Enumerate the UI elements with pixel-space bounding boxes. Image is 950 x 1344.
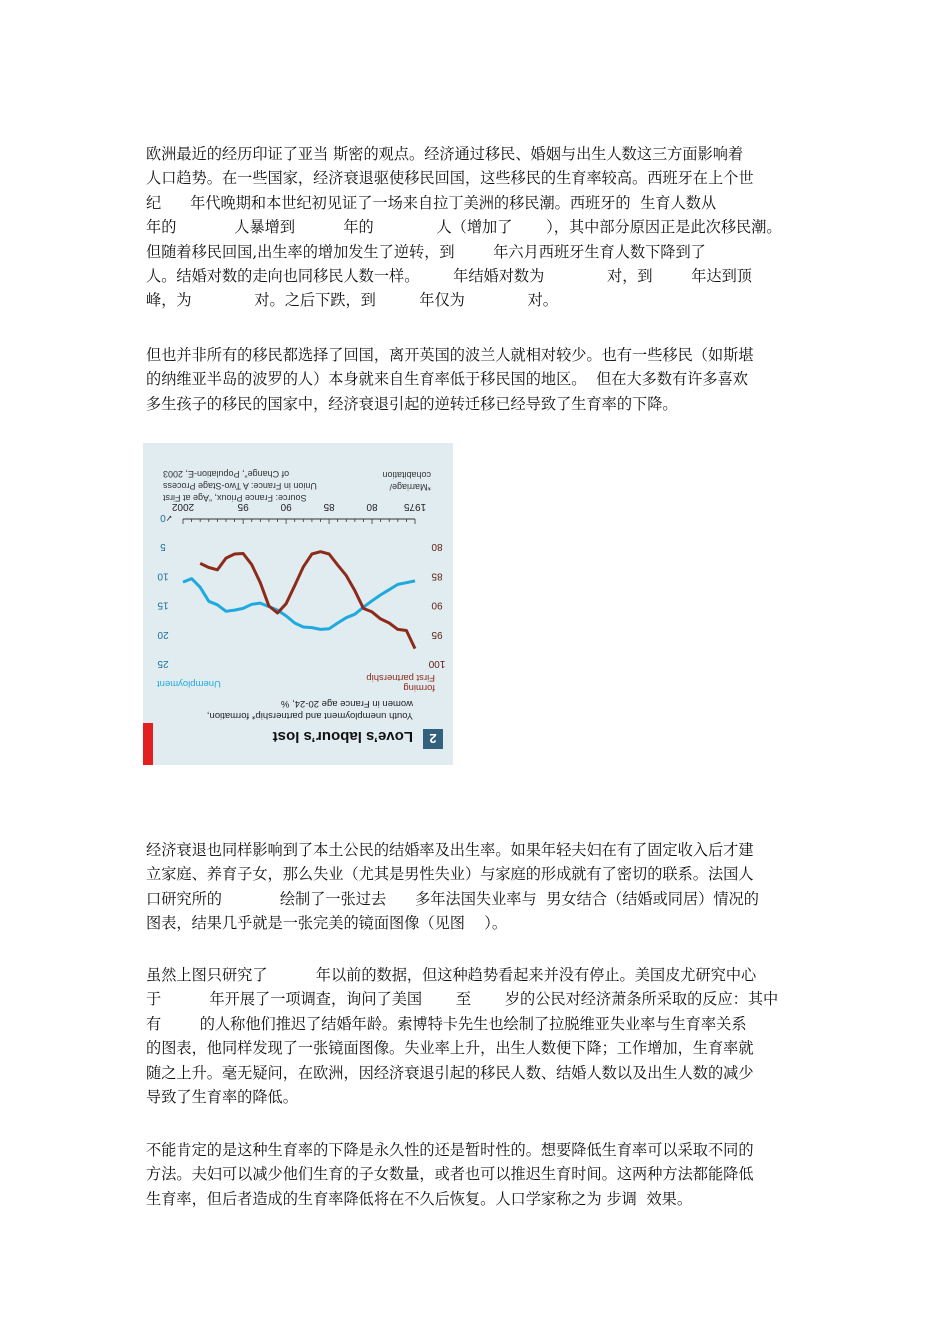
left-axis-tick: 15 (157, 599, 169, 611)
text-line: 峰，为 对。之后下跌，到 年仅为 对。 (146, 291, 558, 310)
series-line-unemployment (183, 579, 415, 630)
left-axis-tick: 25 (157, 658, 169, 669)
figure-number: 2 (429, 731, 437, 746)
chart-title: Love’s labour’s lost (272, 728, 413, 745)
chart-subtitle-2: women in France age 20-24, % (280, 698, 413, 709)
x-tick-label: 80 (366, 501, 378, 512)
text-line: 多生孩子的移民的国家中，经济衰退引起的逆转迁移已经导致了生育率的下降。 (146, 394, 678, 413)
left-axis-tick: 0 (160, 512, 166, 523)
text-line: 方法。夫妇可以减少他们生育的子女数量，或者也可以推迟生育时间。这两种方法都能降低 (146, 1165, 754, 1184)
left-axis-tick: 10 (157, 570, 169, 582)
footnote-line1: *Marriage/ (389, 482, 431, 492)
text-line: 的纳维亚半岛的波罗的人）本身就来自生育率低于移民国的地区。 但在大多数有许多喜欢 (146, 370, 748, 389)
right-axis-tick: 85 (431, 570, 443, 582)
legend-partnership-line1: First partnership (366, 672, 435, 683)
source-line2: Union in France: A Two-Stage Process (163, 481, 317, 491)
plot-area (157, 501, 445, 669)
text-line: 人。结婚对数的走向也同移民人数一样。 年结婚对数为 对，到 年达到顶 (146, 267, 752, 286)
x-tick-label: 90 (280, 501, 292, 512)
chart-figure (143, 443, 453, 765)
x-tick-label: 95 (237, 501, 249, 512)
right-axis-tick: 80 (431, 541, 443, 553)
left-axis-tick: 5 (160, 541, 166, 553)
paragraph-5 (146, 1138, 808, 1211)
legend-unemployment: Unemployment (157, 678, 221, 689)
paragraph-4 (146, 963, 808, 1109)
right-axis-tick: 100 (428, 658, 446, 669)
paragraph-2 (146, 343, 808, 416)
chart-svg (143, 443, 453, 765)
paragraph-3 (146, 838, 808, 936)
inverted-axis-symbol: ✓ (165, 513, 173, 523)
text-line: 虽然上图只研究了 年以前的数据，但这种趋势看起来并没有停止。美国皮尤研究中心 (146, 966, 757, 984)
accent-bar (143, 723, 153, 765)
text-line: 图表，结果几乎就是一张完美的镜面图像（见图 ）。 (146, 914, 508, 933)
x-tick-label: 85 (323, 501, 335, 512)
footnote-line2: cohabitation (382, 470, 431, 480)
left-axis-tick: 20 (157, 628, 169, 640)
text-line: 欧洲最近的经历印证了亚当 斯密的观点。经济通过移民、婚姻与出生人数这三方面影响着 (146, 145, 744, 163)
text-line: 不能肯定的是这种生育率的下降是永久性的还是暂时性的。想要降低生育率可以采取不同的 (146, 1141, 754, 1159)
x-tick-label: 2002 (171, 501, 195, 512)
text-line: 随之上升。毫无疑问，在欧洲，因经济衰退引起的移民人数、结婚人数以及出生人数的减少 (146, 1063, 754, 1082)
text-line: 但随着移民回国,出生率的增加发生了逆转，到 年六月西班牙生育人数下降到了 (146, 242, 706, 261)
text-line: 口研究所的 绘制了一张过去 多年法国失业率与 男女结合（结婚或同居）情况的 (146, 889, 759, 908)
text-line: 有 的人称他们推迟了结婚年龄。索博特卡先生也绘制了拉脱维亚失业率与生育率关系 (146, 1014, 747, 1033)
text-line: 年的 人暴增到 年的 人（增加了 ），其中部分原因正是此次移民潮。 (146, 218, 782, 237)
x-tick-label: 1975 (403, 501, 427, 512)
series-line-partnership (200, 552, 415, 649)
right-axis-tick: 90 (431, 599, 443, 611)
text-line: 但也并非所有的移民都选择了回国，离开英国的波兰人就相对较少。也有一些移民（如斯堪 (146, 346, 754, 364)
text-line: 生育率，但后者造成的生育率降低将在不久后恢复。人口学家称之为 步调 效果。 (146, 1189, 693, 1208)
chart-subtitle-1: Youth unemployment and partnership* formation, (206, 710, 413, 721)
text-line: 于 年开展了一项调查，询问了美国 至 岁的公民对经济萧条所采取的反应：其中 (146, 990, 779, 1009)
source-line1: Source: France Prioux, “Age at First (163, 493, 307, 503)
text-line: 导致了生育率的降低。 (146, 1088, 298, 1107)
right-axis-tick: 95 (431, 628, 443, 640)
text-line: 立家庭、养育子女，那么失业（尤其是男性失业）与家庭的形成就有了密切的联系。法国人 (146, 865, 754, 884)
text-line: 经济衰退也同样影响到了本土公民的结婚率及出生率。如果年轻夫妇在有了固定收入后才建 (146, 841, 754, 859)
text-line: 人口趋势。在一些国家，经济衰退驱使移民回国，这些移民的生育率较高。西班牙在上个世 (146, 169, 754, 188)
text-line: 的图表，他同样发现了一张镜面图像。失业率上升，出生人数便下降；工作增加，生育率就 (146, 1039, 754, 1058)
legend-partnership-line2: forming (403, 682, 435, 693)
source-line3: of Change”, Population-E, 2003 (163, 469, 290, 479)
paragraph-1 (146, 142, 808, 313)
text-line: 纪 年代晚期和本世纪初见证了一场来自拉丁美洲的移民潮。西班牙的 生育人数从 (146, 193, 717, 212)
